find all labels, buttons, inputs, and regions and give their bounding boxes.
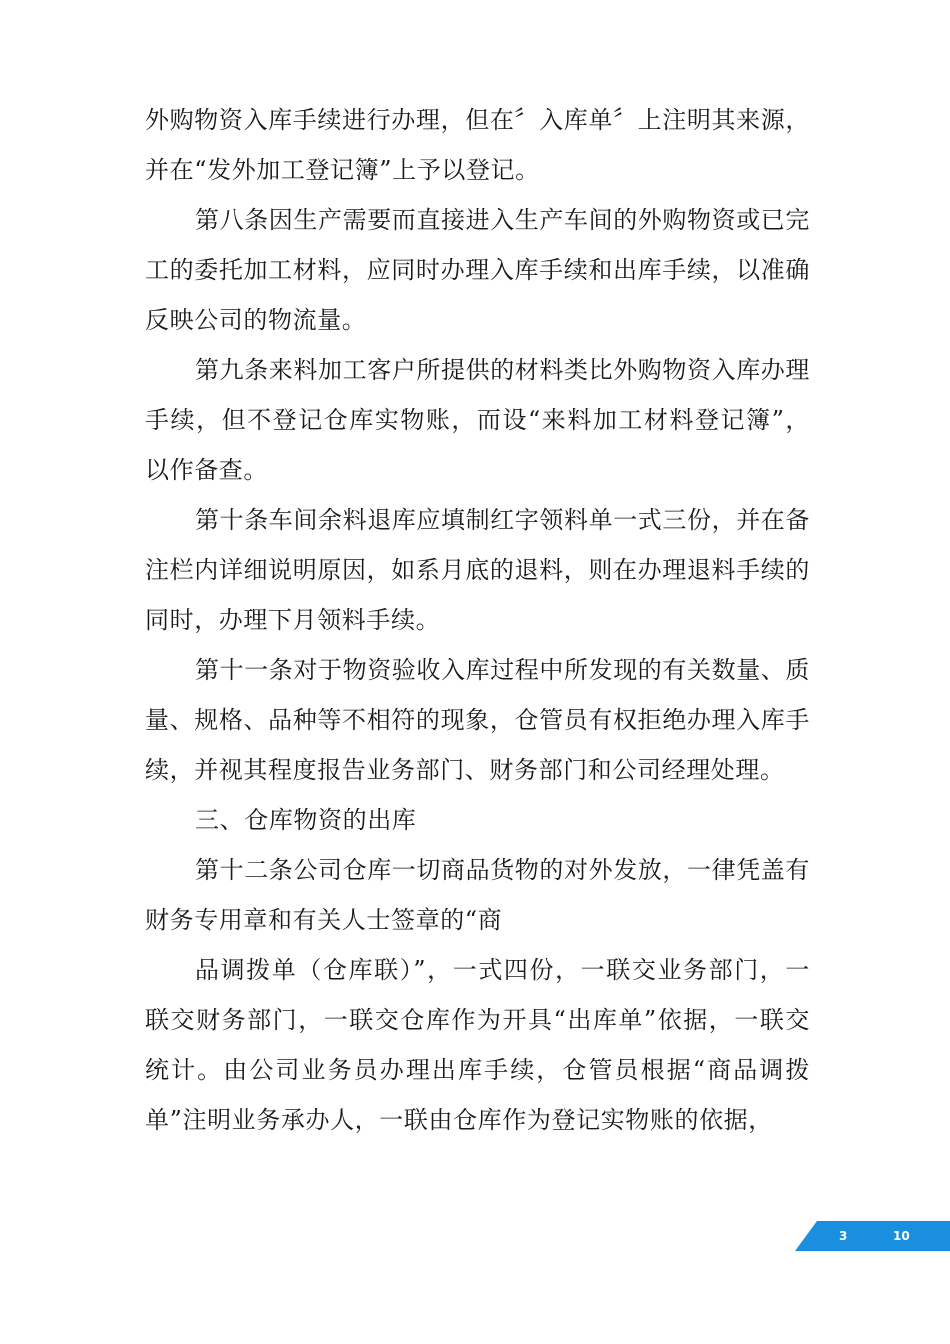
paragraph-article-12-continued: 品调拨单（仓库联）”，一式四份，一联交业务部门，一联交财务部门，一联交仓库作为开具“出库单”依据，一联交统计。由公司业务员办理出库手续，仓管员根据“商品调拨单”注明业务承办人，一联由仓库作为登记实物账的依据， — [145, 956, 810, 1134]
paragraph-article-9: 第九条来料加工客户所提供的材料类比外购物资入库办理手续，但不登记仓库实物账，而设“来料加工材料登记簿”，以作备查。 — [145, 356, 810, 484]
paragraph-article-11: 第十一条对于物资验收入库过程中所发现的有关数量、质量、规格、品种等不相符的现象，仓管员有权拒绝办理入库手续，并视其程度报告业务部门、财务部门和公司经理处理。 — [145, 656, 810, 784]
paragraph-article-12: 第十二条公司仓库一切商品货物的对外发放，一律凭盖有财务专用章和有关人士签章的“商 — [145, 856, 810, 934]
page-number-total: 10 — [893, 1229, 910, 1243]
page-number-current: 3 — [839, 1229, 848, 1243]
page-footer — [795, 1221, 950, 1251]
paragraph-1: 外购物资入库手续进行办理，但在〞入库单〞上注明其来源，并在“发外加工登记簿”上予以登记。 — [145, 106, 810, 184]
footer-band — [795, 1221, 950, 1251]
paragraph-article-10: 第十条车间余料退库应填制红字领料单一式三份，并在备注栏内详细说明原因，如系月底的退料，则在办理退料手续的同时，办理下月领料手续。 — [145, 506, 810, 634]
section-heading-outbound: 三、仓库物资的出库 — [195, 806, 417, 834]
paragraph-article-8: 第八条因生产需要而直接进入生产车间的外购物资或已完工的委托加工材料，应同时办理入库手续和出库手续，以准确反映公司的物流量。 — [145, 206, 810, 334]
document-body — [145, 95, 810, 1145]
